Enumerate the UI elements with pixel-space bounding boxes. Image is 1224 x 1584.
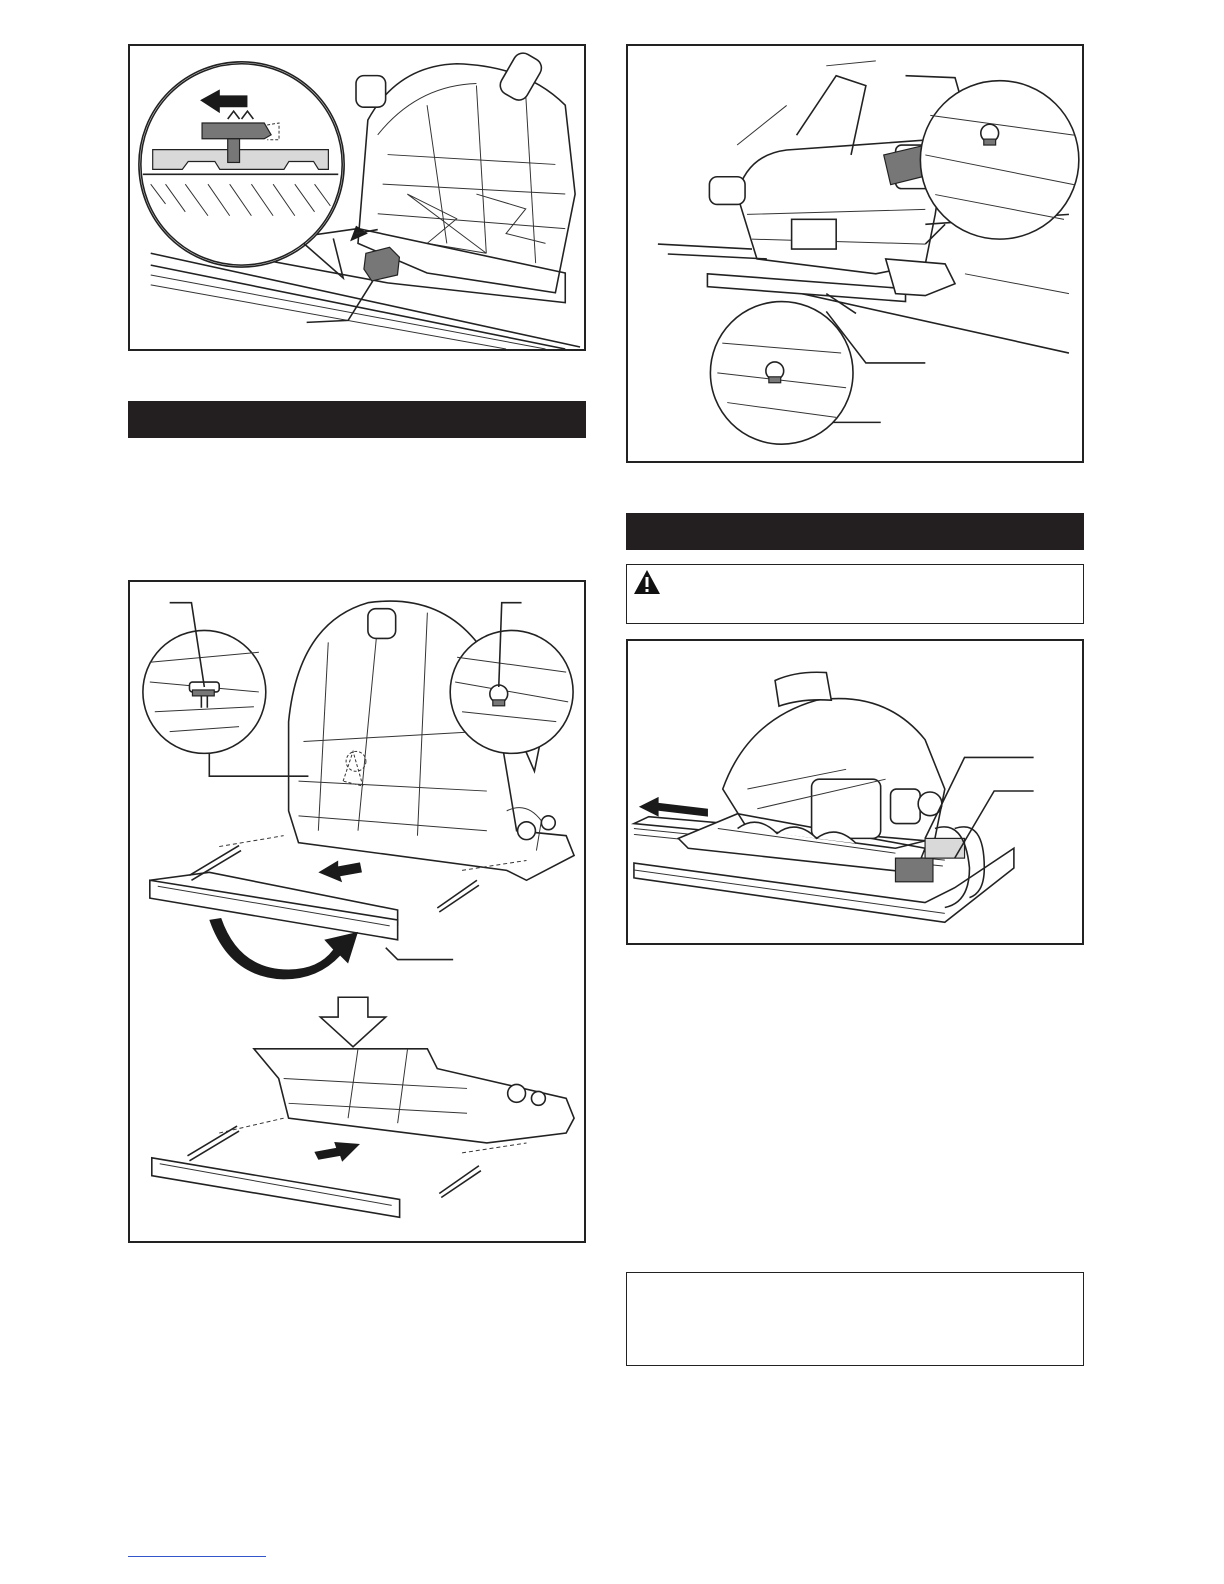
warning-box (626, 564, 1084, 624)
figure-guide-rail-adjust (128, 44, 586, 351)
figure-rip-fence-cutting (626, 44, 1084, 463)
guide-rail-lever-illustration (130, 46, 584, 349)
footer-link-underline (128, 1556, 266, 1557)
rip-fence-install-illustration (130, 582, 584, 1241)
figure-anti-kickback-stopper (626, 639, 1084, 945)
warning-triangle-icon (633, 569, 661, 595)
section-heading-bar (128, 401, 586, 438)
section-heading-bar-right (626, 513, 1084, 550)
anti-kickback-stopper-illustration (628, 641, 1082, 943)
figure-rip-fence-install (128, 580, 586, 1243)
note-box (626, 1272, 1084, 1366)
rip-fence-cutting-illustration (628, 46, 1082, 461)
